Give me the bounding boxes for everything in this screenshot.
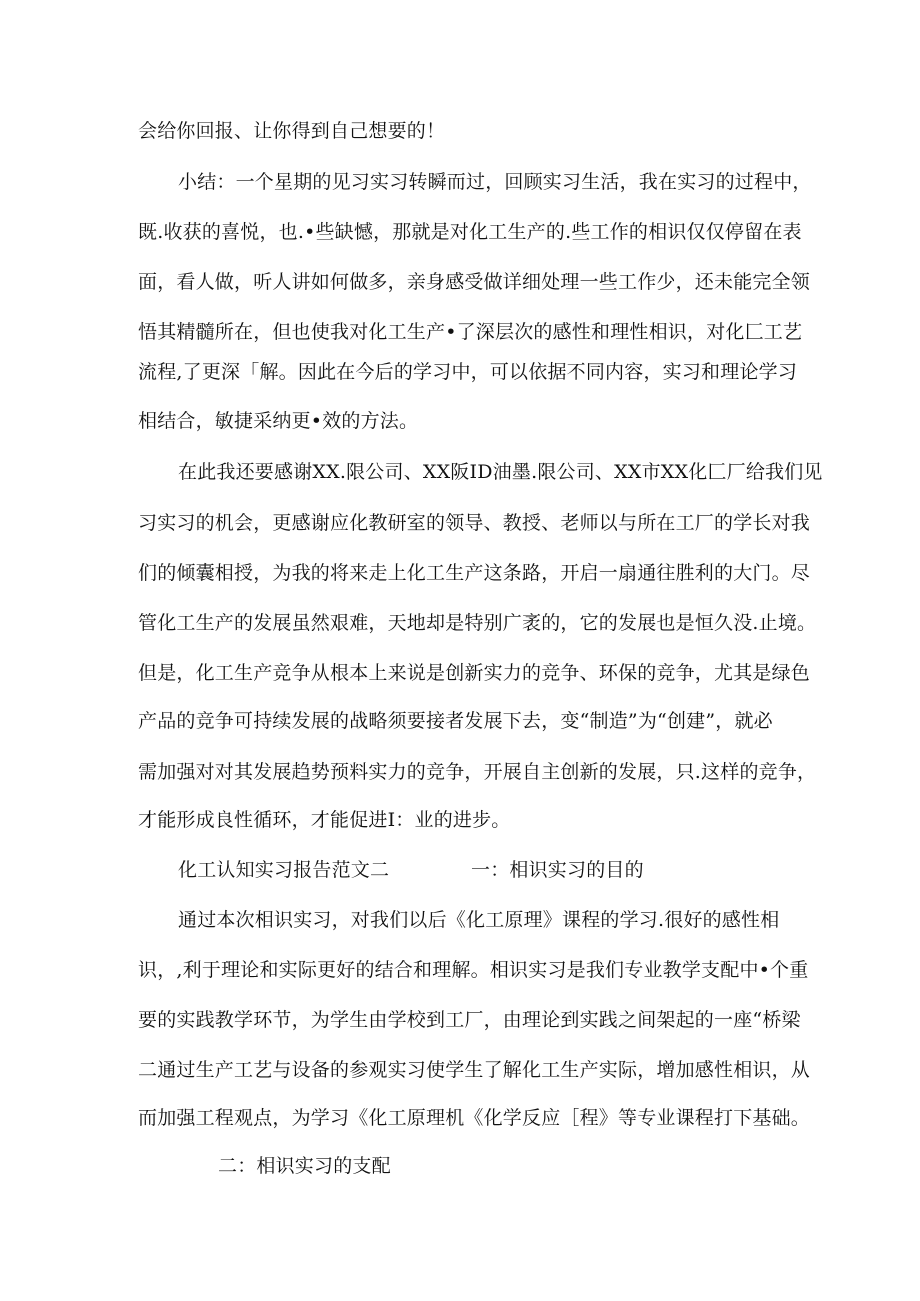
summary-line-1: 小结：一个星期的见习实习转瞬而过，回顾实习生活，我在实习的过程中， <box>178 171 812 193</box>
summary-line-2: 既.收获的喜悦，也.•些缺憾，那就是对化工生产的.些工作的相识仅仅停留在表 <box>138 221 802 243</box>
closing-line: 会给你回报、让你得到自己想要的！ <box>138 120 446 142</box>
section-title: 化工认知实习报告范文二 <box>178 859 390 881</box>
thanks-line-3: 们的倾囊相授，为我的将来走上化工生产这条路，开启一扇通往胜利的大门。尽 <box>138 562 811 584</box>
thanks-line-5: 但是，化工生产竞争从根本上来说是创新实力的竞争、环保的竞争，尤其是绿色 <box>138 662 811 684</box>
thanks-line-4: 管化工生产的发展虽然艰难，天地却是特别广袤的，它的发展也是恒久没.止境。 <box>138 612 817 634</box>
section-subtitle: 一：相识实习的目的 <box>471 859 644 881</box>
summary-line-6: 相结合，敏捷采纳更•效的方法。 <box>138 410 419 432</box>
thanks-line-6: 产品的竞争可持续发展的战略须要接者发展下去，变“制造”为“创建”，就必 <box>138 710 773 732</box>
sub-heading: 二：相识实习的支配 <box>218 1155 391 1177</box>
thanks-line-2: 习实习的机会，更感谢应化教研室的领导、教授、老师以与所在工厂的学长对我 <box>138 512 811 534</box>
summary-line-3: 面，看人做，听人讲如何做多，亲身感受做详细处理一些工作少，还未能完全领 <box>138 271 811 293</box>
thanks-line-1: 在此我还要感谢XX.限公司、XX阪ID油墨.限公司、XX市XX化匚厂给我们见 <box>178 461 823 483</box>
summary-line-4: 悟其精髓所在，但也使我对化工生产•了深层次的感性和理性相识，对化匚工艺 <box>138 321 803 343</box>
purpose-line-3: 要的实践教学环节，为学生由学校到工厂，由理论到实践之间架起的一座“桥梁 <box>138 1009 801 1031</box>
purpose-line-5: 而加强工程观点，为学习《化工原理机《化学反应［程》等专业课程打下基础。 <box>138 1107 811 1129</box>
purpose-line-4: 二通过生产工艺与设备的参观实习使学生了解化工生产实际，增加感性相识，从 <box>138 1059 811 1081</box>
summary-line-5: 流程,了更深「解。因此在今后的学习中，可以依据不同内容，实习和理论学习 <box>138 361 798 383</box>
purpose-line-2: 识，,利于理论和实际更好的结合和理解。相识实习是我们专业教学支配中•个重 <box>138 959 809 981</box>
thanks-line-7: 需加强对对其发展趋势预料实力的竞争，开展自主创新的发展，只.这样的竞争， <box>138 761 817 783</box>
thanks-line-8: 才能形成良性循环，才能促进I：业的进步。 <box>138 809 511 831</box>
purpose-line-1: 通过本次相识实习，对我们以后《化工原理》课程的学习.很好的感性相 <box>178 909 780 931</box>
